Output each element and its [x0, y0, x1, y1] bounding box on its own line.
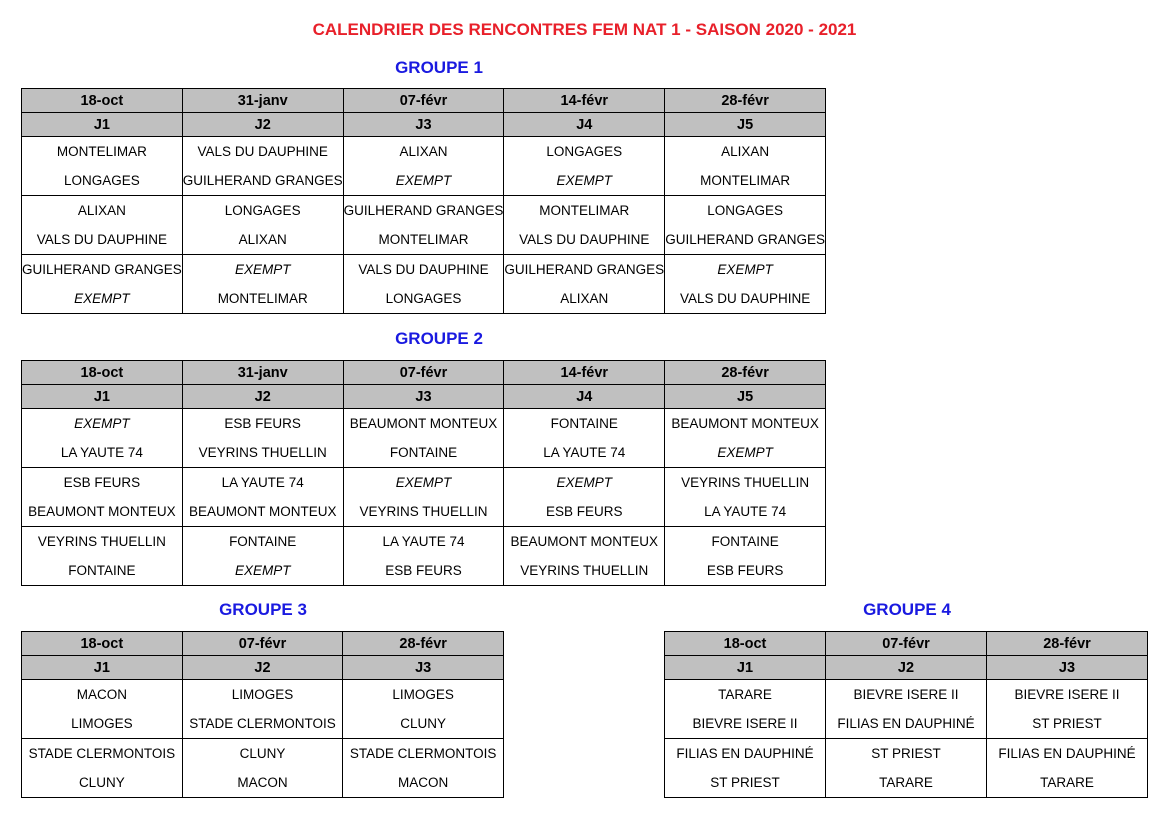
match-cell — [182, 739, 343, 798]
match-cell — [343, 739, 504, 798]
match-row — [22, 680, 504, 739]
date-header-row — [665, 632, 1148, 656]
round-header: J4 — [504, 113, 665, 137]
date-header-row — [22, 632, 504, 656]
round-header: J1 — [665, 656, 826, 680]
round-header-row — [22, 113, 826, 137]
match-row — [665, 680, 1148, 739]
match-cell — [987, 739, 1148, 798]
match-row — [22, 739, 504, 798]
exempt-label: EXEMPT — [234, 262, 291, 277]
date-header: 07-févr — [182, 632, 343, 656]
team-name: BIEVRE ISERE II — [1014, 687, 1120, 702]
page-title: CALENDRIER DES RENCONTRES FEM NAT 1 - SAISON 2020 - 2021 — [312, 20, 857, 39]
team-name: STADE CLERMONTOIS — [28, 746, 176, 761]
date-header: 14-févr — [504, 361, 665, 385]
match-cell — [182, 527, 343, 586]
match-cell — [22, 409, 183, 468]
match-cell — [826, 680, 987, 739]
match-row — [22, 409, 826, 468]
team-name: CLUNY — [78, 775, 125, 790]
round-header: J3 — [987, 656, 1148, 680]
team-name: VALS DU DAUPHINE — [358, 262, 489, 277]
team-name: LONGAGES — [385, 291, 462, 306]
match-cell — [665, 196, 826, 255]
team-name: MONTELIMAR — [539, 203, 630, 218]
round-header: J2 — [182, 385, 343, 409]
match-row — [22, 196, 826, 255]
team-name: MACON — [398, 775, 449, 790]
round-header: J1 — [22, 656, 183, 680]
team-name: BEAUMONT MONTEUX — [671, 416, 819, 431]
match-cell — [343, 196, 504, 255]
team-name: ESB FEURS — [224, 416, 301, 431]
team-name: BEAUMONT MONTEUX — [349, 416, 498, 431]
team-name: TARARE — [879, 775, 933, 790]
date-header: 28-févr — [987, 632, 1148, 656]
team-name: LONGAGES — [707, 203, 783, 218]
team-name: MACON — [76, 687, 127, 702]
match-row — [665, 739, 1148, 798]
match-cell — [22, 255, 183, 314]
team-name: FILIAS EN DAUPHINÉ — [676, 746, 814, 761]
team-name: FILIAS EN DAUPHINÉ — [998, 746, 1136, 761]
match-cell — [665, 255, 826, 314]
team-name: ALIXAN — [77, 203, 126, 218]
match-cell — [22, 527, 183, 586]
team-name: LA YAUTE 74 — [704, 504, 787, 519]
team-name: LA YAUTE 74 — [60, 445, 143, 460]
team-name: MONTELIMAR — [56, 144, 147, 159]
date-header: 14-févr — [504, 89, 665, 113]
team-name: LIMOGES — [231, 687, 294, 702]
team-name: BIEVRE ISERE II — [692, 716, 798, 731]
group-4-title: GROUPE 4 — [863, 600, 951, 619]
team-name: BIEVRE ISERE II — [853, 687, 959, 702]
match-cell — [22, 739, 183, 798]
match-cell — [987, 680, 1148, 739]
match-cell — [343, 680, 504, 739]
date-header: 18-oct — [22, 89, 183, 113]
team-name: VALS DU DAUPHINE — [519, 232, 650, 247]
team-name: BEAUMONT MONTEUX — [28, 504, 176, 519]
round-header: J3 — [343, 385, 504, 409]
team-name: FONTAINE — [550, 416, 618, 431]
date-header: 31-janv — [182, 361, 343, 385]
team-name: ESB FEURS — [63, 475, 141, 490]
round-header: J5 — [665, 385, 826, 409]
team-name: STADE CLERMONTOIS — [349, 746, 497, 761]
match-cell — [22, 137, 183, 196]
match-row — [22, 255, 826, 314]
team-name: ST PRIEST — [871, 746, 941, 761]
match-cell — [182, 137, 343, 196]
date-header: 28-févr — [343, 632, 504, 656]
round-header: J3 — [343, 113, 504, 137]
date-header: 31-janv — [182, 89, 343, 113]
team-name: BEAUMONT MONTEUX — [188, 504, 337, 519]
team-name: VALS DU DAUPHINE — [36, 232, 168, 247]
match-cell — [504, 468, 665, 527]
match-cell — [22, 468, 183, 527]
team-name: FONTAINE — [229, 534, 297, 549]
team-name: LONGAGES — [224, 203, 301, 218]
round-header: J4 — [504, 385, 665, 409]
exempt-label: EXEMPT — [395, 475, 452, 490]
team-name: STADE CLERMONTOIS — [189, 716, 336, 731]
team-name: ALIXAN — [721, 144, 770, 159]
match-cell — [343, 409, 504, 468]
team-name: CLUNY — [400, 716, 447, 731]
round-header: J1 — [22, 385, 183, 409]
team-name: MONTELIMAR — [700, 173, 791, 188]
match-cell — [826, 739, 987, 798]
round-header-row — [22, 385, 826, 409]
team-name: FONTAINE — [711, 534, 779, 549]
team-name: MONTELIMAR — [378, 232, 469, 247]
date-header: 18-oct — [22, 632, 183, 656]
team-name: CLUNY — [239, 746, 286, 761]
team-name: ALIXAN — [399, 144, 448, 159]
team-name: LA YAUTE 74 — [221, 475, 304, 490]
date-header: 07-févr — [343, 89, 504, 113]
match-cell — [504, 137, 665, 196]
match-cell — [343, 527, 504, 586]
group-1-title: GROUPE 1 — [395, 58, 483, 77]
match-cell — [665, 137, 826, 196]
team-name: VEYRINS THUELLIN — [681, 475, 810, 490]
match-cell — [343, 137, 504, 196]
round-header: J2 — [826, 656, 987, 680]
match-row — [22, 527, 826, 586]
team-name: FONTAINE — [68, 563, 136, 578]
team-name: ST PRIEST — [1032, 716, 1102, 731]
group-3-title: GROUPE 3 — [219, 600, 307, 619]
match-cell — [182, 255, 343, 314]
team-name: GUILHERAND GRANGES — [343, 203, 504, 218]
team-name: FONTAINE — [389, 445, 458, 460]
match-row — [22, 137, 826, 196]
team-name: VEYRINS THUELLIN — [198, 445, 327, 460]
group-1-table — [21, 88, 826, 314]
team-name: BEAUMONT MONTEUX — [510, 534, 659, 549]
match-cell — [665, 409, 826, 468]
match-cell — [665, 739, 826, 798]
team-name: FILIAS EN DAUPHINÉ — [837, 716, 975, 731]
team-name: ESB FEURS — [706, 563, 784, 578]
match-row — [22, 468, 826, 527]
match-cell — [504, 255, 665, 314]
match-cell — [504, 196, 665, 255]
team-name: TARARE — [718, 687, 772, 702]
date-header: 07-févr — [343, 361, 504, 385]
exempt-label: EXEMPT — [717, 262, 773, 277]
round-header: J5 — [665, 113, 826, 137]
match-cell — [504, 409, 665, 468]
round-header-row — [665, 656, 1148, 680]
match-cell — [343, 255, 504, 314]
team-name: MACON — [237, 775, 288, 790]
match-cell — [22, 680, 183, 739]
group-3-table — [21, 631, 504, 798]
team-name: MONTELIMAR — [217, 291, 308, 306]
team-name: LA YAUTE 74 — [382, 534, 465, 549]
date-header: 28-févr — [665, 89, 826, 113]
exempt-label: EXEMPT — [74, 416, 130, 431]
team-name: ESB FEURS — [385, 563, 462, 578]
exempt-label: EXEMPT — [74, 291, 130, 306]
team-name: ESB FEURS — [546, 504, 623, 519]
team-name: VEYRINS THUELLIN — [520, 563, 649, 578]
match-cell — [665, 680, 826, 739]
match-cell — [182, 680, 343, 739]
group-2-table — [21, 360, 826, 586]
team-name: ALIXAN — [560, 291, 609, 306]
team-name: VEYRINS THUELLIN — [37, 534, 166, 549]
round-header: J2 — [182, 113, 343, 137]
team-name: TARARE — [1040, 775, 1094, 790]
team-name: VALS DU DAUPHINE — [679, 291, 811, 306]
team-name: VALS DU DAUPHINE — [197, 144, 328, 159]
date-header: 28-févr — [665, 361, 826, 385]
match-cell — [182, 409, 343, 468]
date-header: 07-févr — [826, 632, 987, 656]
round-header: J1 — [22, 113, 183, 137]
team-name: ST PRIEST — [710, 775, 780, 790]
match-cell — [504, 527, 665, 586]
group-4-table — [664, 631, 1148, 798]
team-name: VEYRINS THUELLIN — [359, 504, 488, 519]
match-cell — [343, 468, 504, 527]
team-name: LONGAGES — [64, 173, 140, 188]
date-header: 18-oct — [22, 361, 183, 385]
exempt-label: EXEMPT — [395, 173, 452, 188]
round-header: J3 — [343, 656, 504, 680]
team-name: GUILHERAND GRANGES — [182, 173, 343, 188]
match-cell — [182, 196, 343, 255]
exempt-label: EXEMPT — [717, 445, 773, 460]
date-header-row — [22, 89, 826, 113]
exempt-label: EXEMPT — [234, 563, 291, 578]
team-name: ALIXAN — [238, 232, 287, 247]
team-name: GUILHERAND GRANGES — [22, 262, 182, 277]
match-cell — [182, 468, 343, 527]
exempt-label: EXEMPT — [556, 475, 613, 490]
match-cell — [22, 196, 183, 255]
match-cell — [665, 527, 826, 586]
team-name: LIMOGES — [392, 687, 454, 702]
round-header-row — [22, 656, 504, 680]
round-header: J2 — [182, 656, 343, 680]
team-name: LONGAGES — [546, 144, 623, 159]
exempt-label: EXEMPT — [556, 173, 613, 188]
team-name: GUILHERAND GRANGES — [504, 262, 665, 277]
match-cell — [665, 468, 826, 527]
team-name: LA YAUTE 74 — [543, 445, 626, 460]
date-header-row — [22, 361, 826, 385]
team-name: GUILHERAND GRANGES — [665, 232, 825, 247]
team-name: LIMOGES — [71, 716, 133, 731]
date-header: 18-oct — [665, 632, 826, 656]
group-2-title: GROUPE 2 — [395, 329, 483, 348]
